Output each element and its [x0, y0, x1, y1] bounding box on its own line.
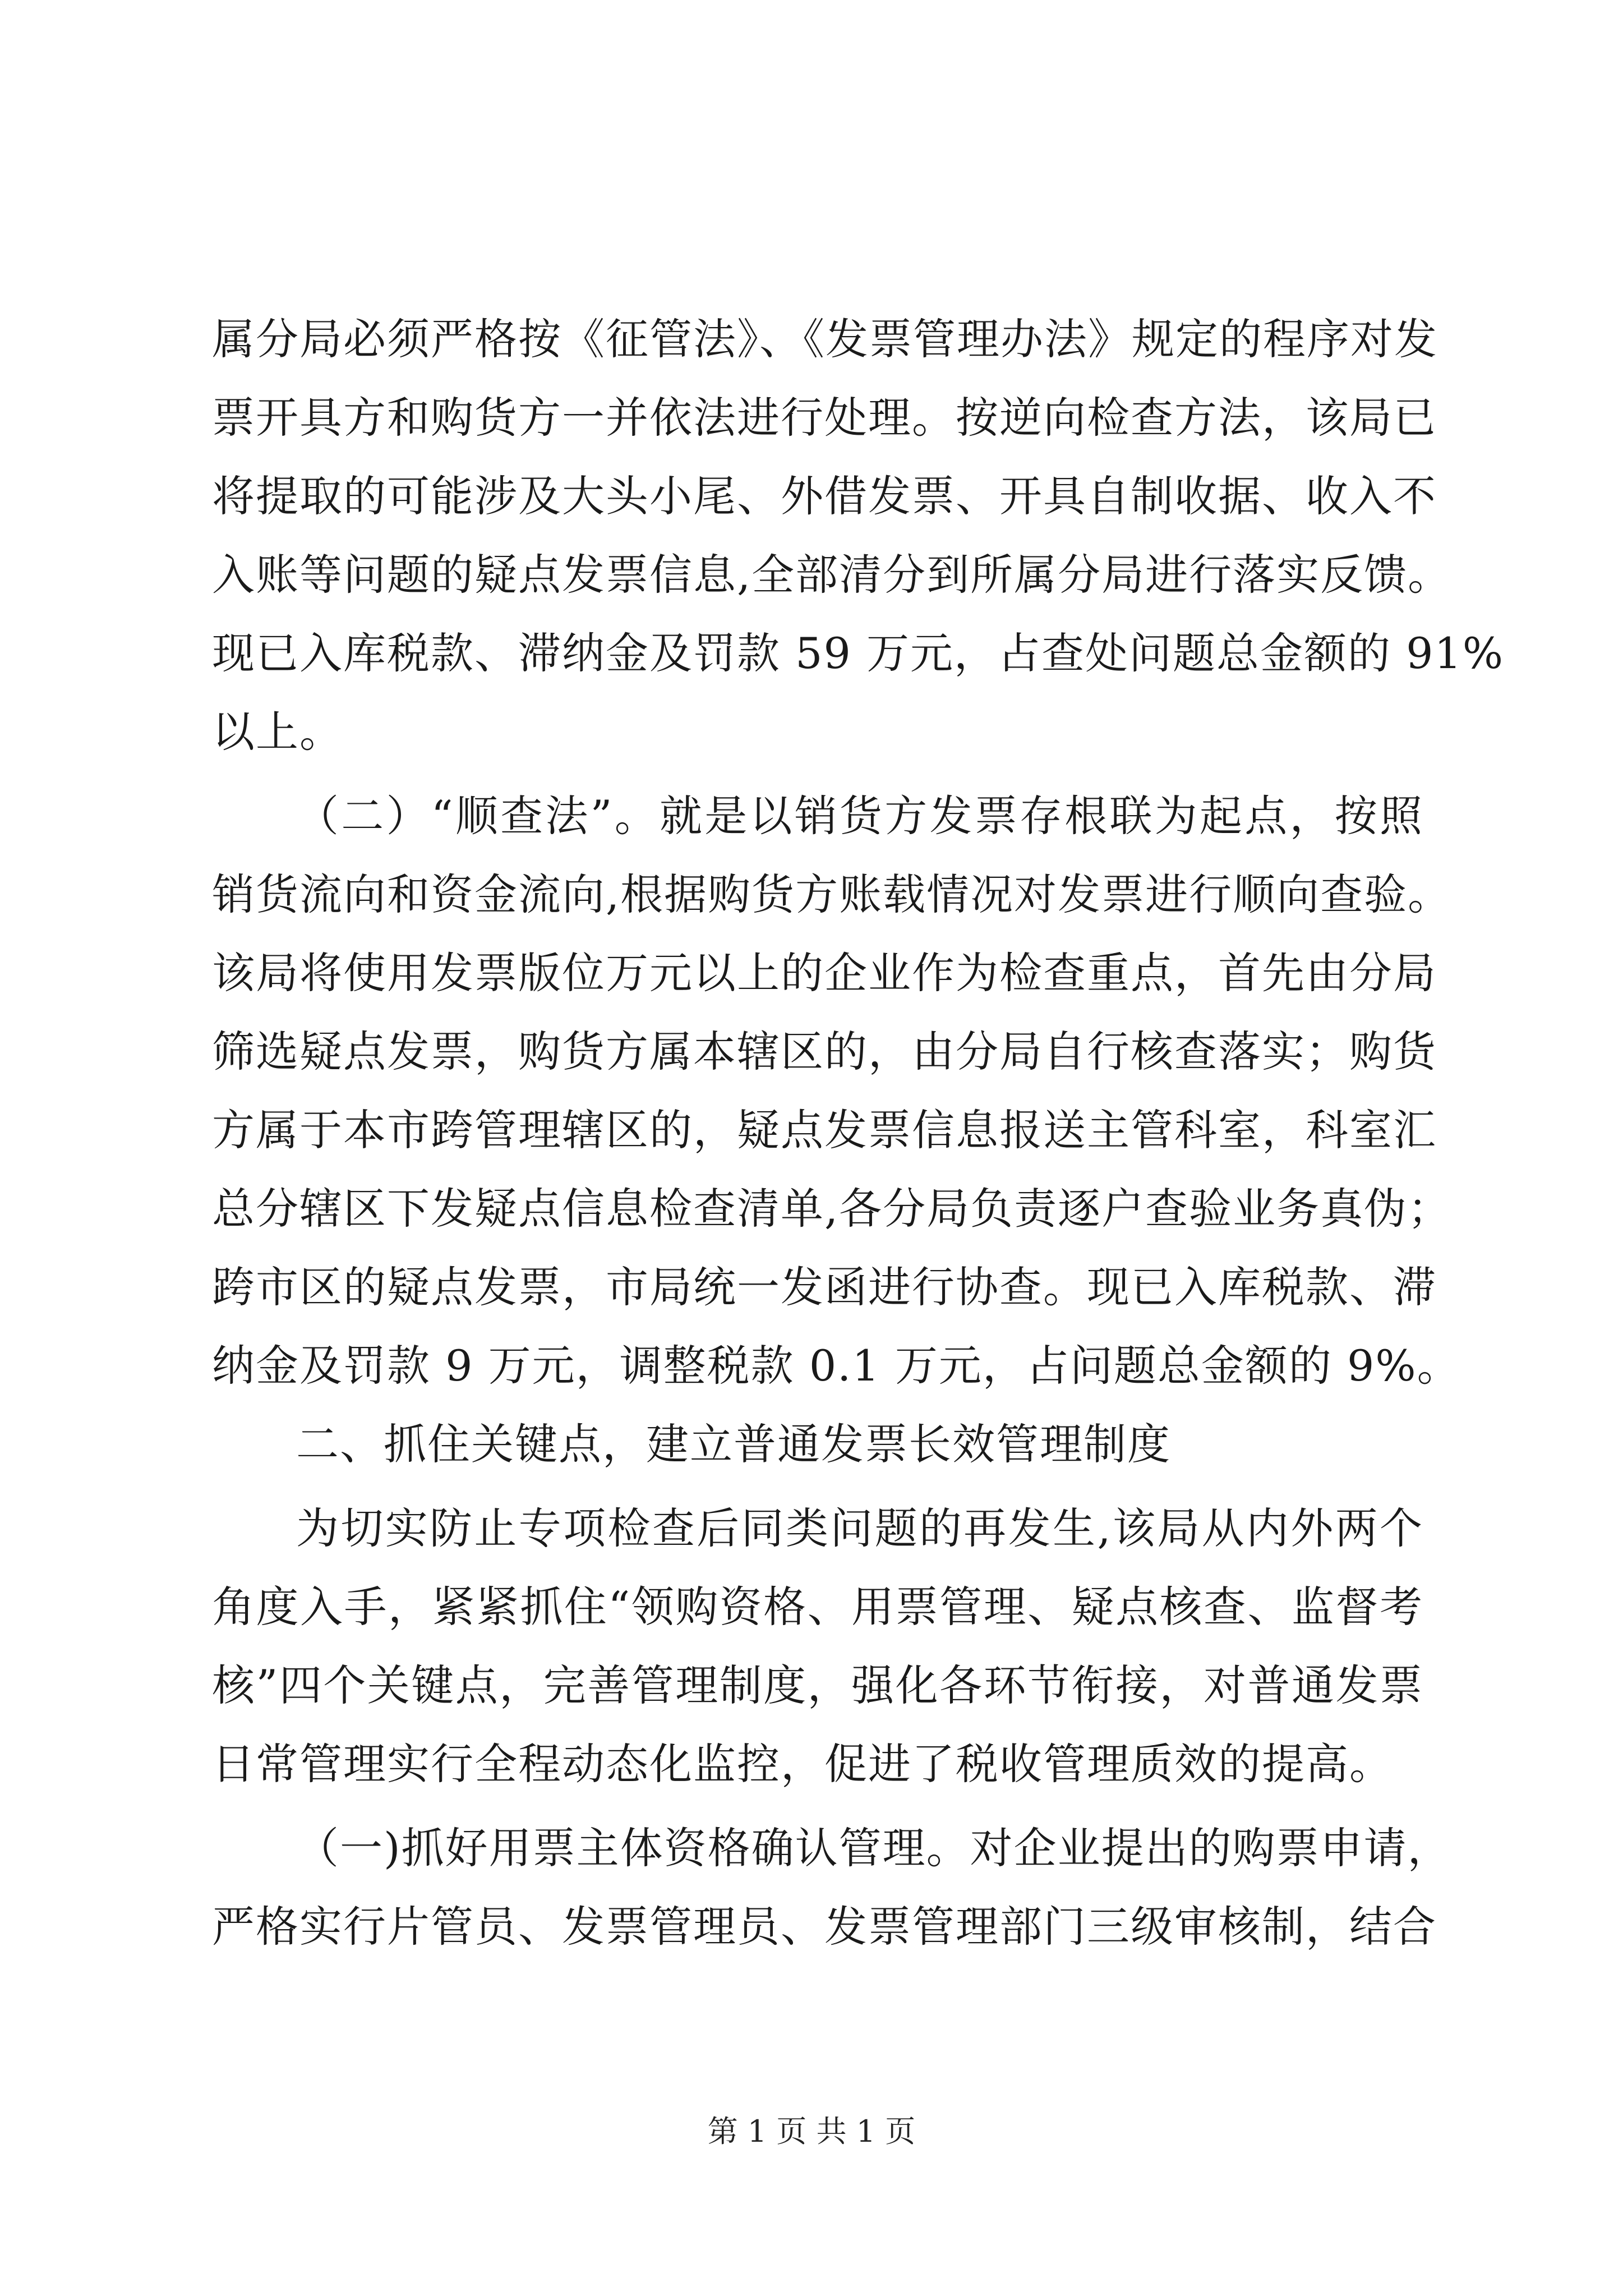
text-line: 入账等问题的疑点发票信息,全部清分到所属分局进行落实反馈。: [212, 550, 1452, 600]
text-line: 该局将使用发票版位万元以上的企业作为检查重点，首先由分局: [212, 948, 1437, 998]
text-line: 跨市区的疑点发票，市局统一发函进行协查。现已入库税款、滞: [212, 1262, 1437, 1312]
text-line: 以上。: [212, 707, 343, 757]
text-line: 角度入手，紧紧抓住“领购资格、用票管理、疑点核查、监督考: [212, 1582, 1423, 1632]
text-line: 属分局必须严格按《征管法》、《发票管理办法》规定的程序对发: [212, 314, 1438, 364]
text-line: 销货流向和资金流向,根据购货方账载情况对发票进行顺向查验。: [212, 869, 1452, 919]
text-line: 筛选疑点发票，购货方属本辖区的，由分局自行核查落实；购货: [212, 1027, 1437, 1076]
text-line: 为切实防止专项检查后同类问题的再发生,该局从内外两个: [296, 1503, 1423, 1553]
text-line: 现已入库税款、滞纳金及罚款 59 万元，占查处问题总金额的 91%: [212, 628, 1505, 678]
text-line: 方属于本市跨管理辖区的，疑点发票信息报送主管科室，科室汇: [212, 1105, 1437, 1155]
text-line: 总分辖区下发疑点信息检查清单,各分局负责逐户查验业务真伪；: [212, 1184, 1452, 1234]
text-line: 纳金及罚款 9 万元，调整税款 0.1 万元，占问题总金额的 9%。: [212, 1341, 1461, 1391]
text-line: 核”四个关键点，完善管理制度，强化各环节衔接，对普通发票: [212, 1660, 1423, 1710]
text-line: 票开具方和购货方一并依法进行处理。按逆向检查方法，该局已: [212, 393, 1437, 443]
text-line: 严格实行片管员、发票管理员、发票管理部门三级审核制，结合: [212, 1902, 1437, 1952]
section-heading: 二、抓住关键点，建立普通发票长效管理制度: [296, 1419, 1171, 1469]
page-number-footer: 第 1 页 共 1 页: [707, 2114, 916, 2149]
text-line: （二）“顺查法”。就是以销货方发票存根联为起点，按照: [296, 791, 1423, 841]
text-line: 将提取的可能涉及大头小尾、外借发票、开具自制收据、收入不: [212, 471, 1437, 521]
text-line: 日常管理实行全程动态化监控，促进了税收管理质效的提高。: [212, 1739, 1393, 1789]
text-line: （一)抓好用票主体资格确认管理。对企业提出的购票申请，: [296, 1823, 1451, 1873]
